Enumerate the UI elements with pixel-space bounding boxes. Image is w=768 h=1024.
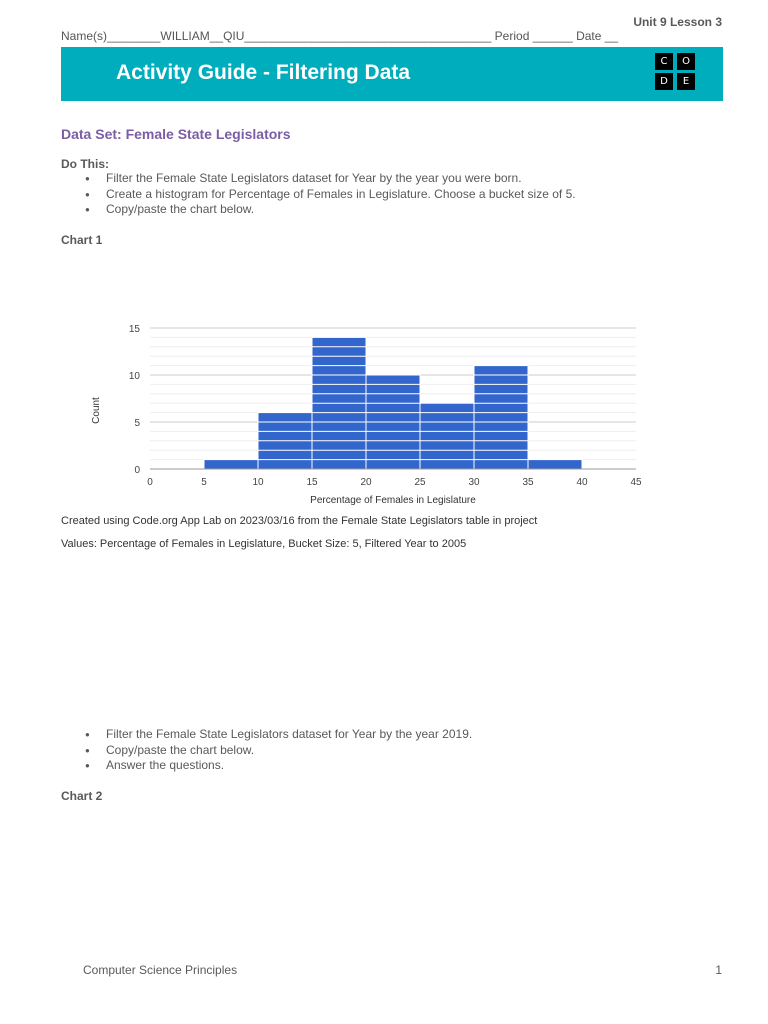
chart1-label: Chart 1 (61, 233, 103, 247)
logo-letter: O (677, 53, 695, 70)
chart-created-caption: Created using Code.org App Lab on 2023/03/16 from the Female State Legislators table in project (61, 515, 538, 527)
list-item: ● Answer the questions. (61, 758, 472, 774)
logo-letter: D (655, 73, 673, 90)
y-axis-title: Count (91, 397, 102, 424)
logo-letter: C (655, 53, 673, 70)
footer-page-number: 1 (715, 963, 722, 977)
x-tick-label: 30 (468, 477, 480, 488)
x-axis-title: Percentage of Females in Legislature (310, 495, 476, 506)
list-item: ● Create a histogram for Percentage of Females in Legislature. Choose a bucket size of 5. (61, 187, 576, 203)
histogram-bar (528, 460, 582, 469)
name-period-date-line: Name(s)________WILLIAM__QIU_____________________________________ Period ______ Date __ (61, 29, 619, 43)
x-tick-label: 40 (576, 477, 588, 488)
x-tick-label: 45 (630, 477, 642, 488)
list-item: ● Filter the Female State Legislators dataset for Year by the year 2019. (61, 727, 472, 743)
page-title: Activity Guide - Filtering Data (116, 61, 411, 84)
chart-values-caption: Values: Percentage of Females in Legislature, Bucket Size: 5, Filtered Year to 2005 (61, 538, 467, 550)
x-tick-label: 5 (201, 477, 207, 488)
x-tick-label: 15 (306, 477, 318, 488)
histogram-chart (85, 318, 645, 510)
list-item: ● Filter the Female State Legislators dataset for Year by the year you were born. (61, 171, 576, 187)
histogram-bar (474, 366, 528, 469)
x-tick-label: 25 (414, 477, 426, 488)
histogram-bar (204, 460, 258, 469)
code-org-logo (655, 53, 697, 93)
chart2-label: Chart 2 (61, 789, 103, 803)
unit-lesson-label: Unit 9 Lesson 3 (633, 15, 722, 29)
instructions-list-1 (61, 171, 576, 218)
x-tick-label: 0 (147, 477, 153, 488)
list-item: ● Copy/paste the chart below. (61, 202, 576, 218)
x-tick-label: 10 (252, 477, 264, 488)
y-tick-label: 0 (134, 465, 140, 476)
logo-letter: E (677, 73, 695, 90)
x-tick-label: 20 (360, 477, 372, 488)
y-tick-label: 5 (134, 418, 140, 429)
y-tick-label: 10 (128, 371, 140, 382)
title-banner (61, 47, 723, 101)
section-title: Data Set: Female State Legislators (61, 126, 291, 142)
do-this-heading: Do This: (61, 157, 109, 171)
footer-course: Computer Science Principles (83, 963, 238, 977)
y-tick-label: 15 (128, 324, 140, 335)
list-item: ● Copy/paste the chart below. (61, 743, 472, 759)
x-tick-label: 35 (522, 477, 534, 488)
instructions-list-2 (61, 727, 472, 774)
